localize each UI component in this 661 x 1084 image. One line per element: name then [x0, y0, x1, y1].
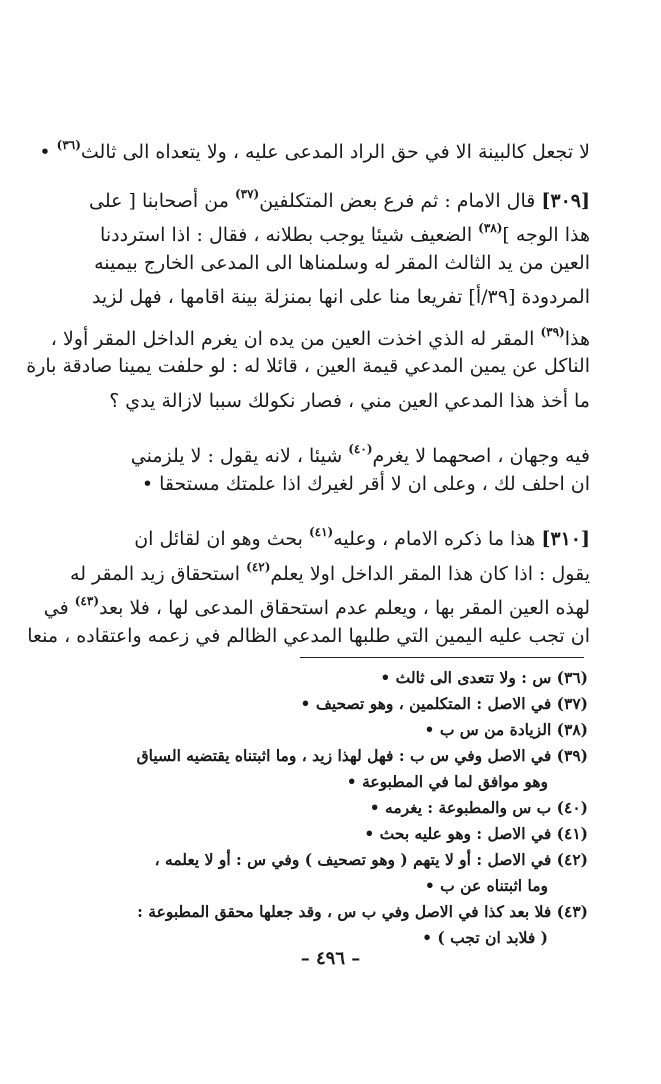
section-number: [٣٠٩] — [541, 189, 590, 212]
footnote-ref[interactable]: (٣٨) — [478, 221, 503, 235]
footnote-ref[interactable]: (٣٩) — [540, 324, 565, 339]
footnote-42-continued: وما اثبتناه عن ب • — [424, 876, 548, 895]
footnote-ref[interactable]: (٤١) — [308, 525, 334, 539]
text-line: يقول : اذا كان هذا المقر الداخل اولا يعلم$^{(٤٢)}$ استحقاق زيد المقر له — [70, 559, 590, 585]
paragraph-310 — [27, 515, 590, 653]
paragraph-309 — [26, 177, 590, 419]
text-line: لهذه العين المقر بها ، ويعلم عدم استحقاق المدعى لها ، فلا بعد$^{(٤٣)}$ في — [43, 594, 590, 619]
footnote-ref[interactable]: (٣٧) — [234, 186, 260, 201]
footnote-40: (٤٠) ب س والمطبوعة : يغرمه • — [369, 798, 588, 817]
paragraph-wajhan — [70, 432, 590, 501]
footnote-39: (٣٩) في الاصل وفي س ب : فهل لهذا زيد ، وما اثبتناه يقتضيه السياق — [136, 746, 588, 765]
footnote-42: (٤٢) في الاصل : أو لا يتهم ( وهو تصحيف ) وفي س : أو لا يعلمه ، — [154, 850, 588, 869]
text-line: الناكل عن يمين المدعي قيمة العين ، قائلا له : لو حلفت يمينا صادقة بارة — [26, 355, 590, 377]
footnote-39-continued: وهو موافق لما في المطبوعة • — [346, 772, 548, 791]
text-line: [٣٠٩] قال الامام : ثم فرع بعض المتكلفين$^{(٣٧)}$ من أصحابنا [ على — [88, 186, 590, 212]
footnote-41: (٤١) في الاصل : وهو عليه بحث • — [364, 824, 588, 843]
footnote-ref[interactable]: (٣٦) — [56, 138, 81, 152]
text-line: فيه وجهان ، اصحهما لا يغرم$^{(٤٠)}$ شيئا ، لانه يقول : لا يلزمني — [130, 442, 590, 467]
text-line: ان احلف لك ، وعلى ان لا أقر لغيرك اذا علمتك مستحقا • — [141, 472, 590, 495]
page-number: – ٤٩٦ – — [300, 948, 361, 969]
footnotes — [70, 665, 588, 951]
footnote-divider — [300, 657, 584, 658]
text-line: [٣١٠] هذا ما ذكره الامام ، وعليه$^{(٤١)}$ بحث وهو ان لقائل ان — [134, 525, 590, 550]
footnote-37: (٣٧) في الاصل : المتكلمين ، وهو تصحيف • — [300, 694, 588, 713]
footnote-36: (٣٦) س : ولا تتعدى الى ثالث • — [380, 668, 588, 687]
footnote-38: (٣٨) الزيادة من س ب • — [424, 720, 588, 739]
footnote-43: (٤٣) فلا بعد كذا في الاصل وفي ب س ، وقد جعلها محقق المطبوعة : — [137, 902, 588, 921]
footnote-43-continued: ( فلابد ان تجب ) • — [422, 928, 548, 947]
text-line: هذا الوجه ]$^{(٣٨)}$ الضعيف شيئا يوجب بطلانه ، فقال : اذا استرددنا — [100, 221, 590, 246]
section-number: [٣١٠] — [541, 528, 590, 550]
main-text — [26, 128, 590, 653]
text-line: هذا$^{(٣٩)}$ المقر له الذي اخذت العين من يده ان يغرم الداخل المقر أولا ، — [50, 324, 590, 350]
footnote-ref[interactable]: (٤٠) — [348, 442, 373, 456]
footnote-ref[interactable]: (٤٣) — [74, 594, 99, 608]
text-line: ما أخذ هذا المدعي العين مني ، فصار نكولك سببا لازالة يدي ؟ — [109, 389, 590, 412]
text-line: ان تجب عليه اليمين التي طلبها المدعي الظالم في زعمه واعتقاده ، منعا — [27, 624, 590, 647]
text-line: لا تجعل كالبينة الا في حق الراد المدعى عليه ، ولا يتعداه الى ثالث$^{(٣٦)}$ • — [39, 138, 590, 163]
footnote-ref[interactable]: (٤٢) — [246, 559, 271, 574]
text-line: العين من يد الثالث المقر له وسلمناها الى المدعى الخارج بيمينه — [94, 251, 590, 274]
text-line: المردودة [٣٩/أ] تفريعا منا على انها بمنزلة بينة اقامها ، فهل لزيد — [91, 286, 590, 308]
